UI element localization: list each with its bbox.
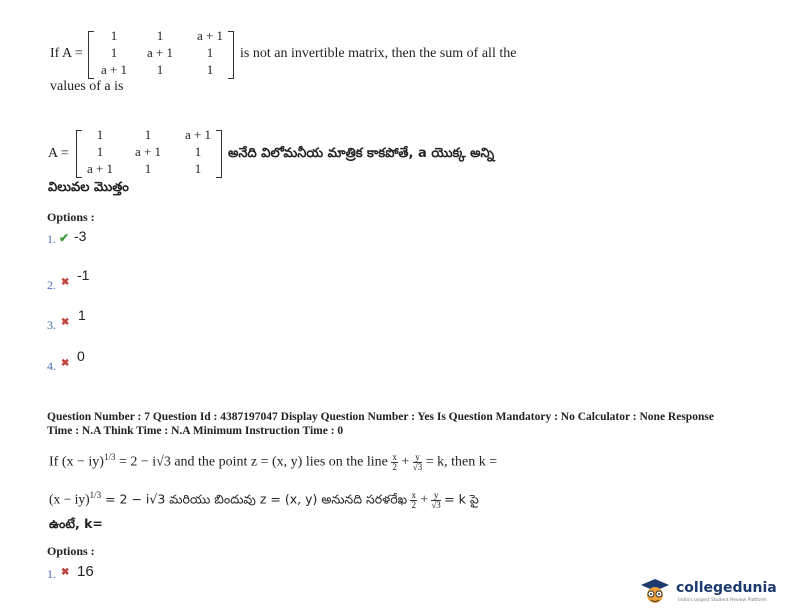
option-number: 1. — [47, 232, 56, 246]
cross-icon: ✖ — [61, 277, 70, 288]
matrix-cell: a + 1 — [184, 127, 212, 142]
option-value: 16 — [77, 563, 94, 580]
matrix-cell: 1 — [194, 161, 202, 176]
q2-telugu-exp: 1/3 — [89, 490, 102, 500]
matrix-cell: 1 — [194, 144, 202, 159]
q2-telugu-line2: ఉంటే, k= — [49, 516, 103, 531]
q1-option-1[interactable] — [47, 228, 127, 246]
logo-name: collegedunia — [676, 580, 777, 596]
q2-telugu-question — [49, 482, 479, 508]
q1-option-3[interactable] — [47, 307, 127, 331]
q1-option-4[interactable] — [47, 348, 127, 372]
q1-telugu-line2: విలువల మొత్తం — [48, 180, 129, 195]
plus-sign: + — [420, 491, 428, 507]
option-value: 0 — [77, 348, 85, 364]
matrix-cell: 1 — [96, 144, 104, 159]
q2-english-question — [49, 444, 497, 470]
q1-options-label: Options : — [47, 210, 95, 224]
matrix-cell: 1 — [96, 127, 104, 142]
q1-english-suffix: is not an invertible matrix, then the sum of all the — [240, 46, 517, 61]
matrix-cell: a + 1 — [100, 62, 128, 77]
collegedunia-logo — [638, 578, 788, 608]
option-number: 1. — [47, 567, 56, 581]
matrix-cell: 1 — [156, 28, 164, 43]
q1-english-line2: values of a is — [50, 79, 124, 94]
option-value: -3 — [74, 228, 87, 244]
q2-english-exp: 1/3 — [103, 452, 116, 462]
q2-telugu-c: = k పై — [444, 491, 479, 507]
plus-sign: + — [401, 454, 410, 470]
matrix-cell: a + 1 — [86, 161, 114, 176]
matrix-cell: a + 1 — [146, 45, 174, 60]
fraction-x-over-2: $\frac{x}{2}$ — [392, 451, 397, 472]
q2-meta-line2: Time : N.A Think Time : N.A Minimum Instruction Time : 0 — [47, 425, 344, 437]
q1-telugu-suffix: అనేది విలోమనీయ మాత్రిక కాకపోతే, a యొక్క అన్ని — [228, 146, 495, 161]
q1-telugu-prefix: A = — [48, 146, 69, 161]
q1-option-2[interactable] — [47, 267, 127, 291]
option-number: 4. — [47, 359, 56, 373]
q2-telugu-a: (x − iy) — [49, 491, 90, 507]
matrix-cell: 1 — [206, 45, 214, 60]
fraction-x-over-2: $\frac{x}{2}$ — [411, 489, 416, 510]
check-icon: ✔ — [59, 231, 70, 245]
matrix-cell: 1 — [206, 62, 214, 77]
fraction-y-over-root3: $\frac{y}{√3}$ — [412, 451, 423, 472]
q2-telugu-b: = 2 − i√3 మరియు బిందువు z = (x, y) అనునది సరళరేఖ — [101, 491, 408, 507]
option-value: -1 — [77, 267, 90, 283]
cross-icon: ✖ — [61, 317, 70, 328]
graduate-mascot-icon — [638, 578, 672, 606]
logo-tagline: India's largest Student Review Platform — [678, 598, 767, 603]
cross-icon: ✖ — [61, 567, 70, 578]
fraction-y-over-root3: $\frac{y}{√3}$ — [431, 489, 441, 510]
q2-option-1[interactable] — [47, 563, 127, 583]
matrix-cell: 1 — [156, 62, 164, 77]
option-number: 2. — [47, 278, 56, 292]
option-number: 3. — [47, 318, 56, 332]
matrix-cell: 1 — [110, 45, 118, 60]
q2-options-label: Options : — [47, 544, 95, 558]
matrix-cell: 1 — [144, 161, 152, 176]
q1-english-matrix — [88, 28, 236, 80]
q1-english-prefix: If A = — [50, 46, 83, 61]
matrix-cell: a + 1 — [196, 28, 224, 43]
q2-meta-line1: Question Number : 7 Question Id : 4387197047 Display Question Number : Yes Is Question Mandatory : No Calculator : None Response — [47, 411, 714, 423]
matrix-cell: 1 — [110, 28, 118, 43]
q2-english-a: If (x − iy) — [49, 454, 104, 470]
q1-telugu-matrix — [76, 127, 224, 179]
q2-english-c: = k, then k = — [425, 454, 498, 470]
option-value: 1 — [78, 307, 86, 323]
matrix-cell: a + 1 — [134, 144, 162, 159]
cross-icon: ✖ — [61, 358, 70, 369]
q2-english-b: = 2 − i√3 and the point z = (x, y) lies on the line — [115, 454, 388, 470]
matrix-cell: 1 — [144, 127, 152, 142]
